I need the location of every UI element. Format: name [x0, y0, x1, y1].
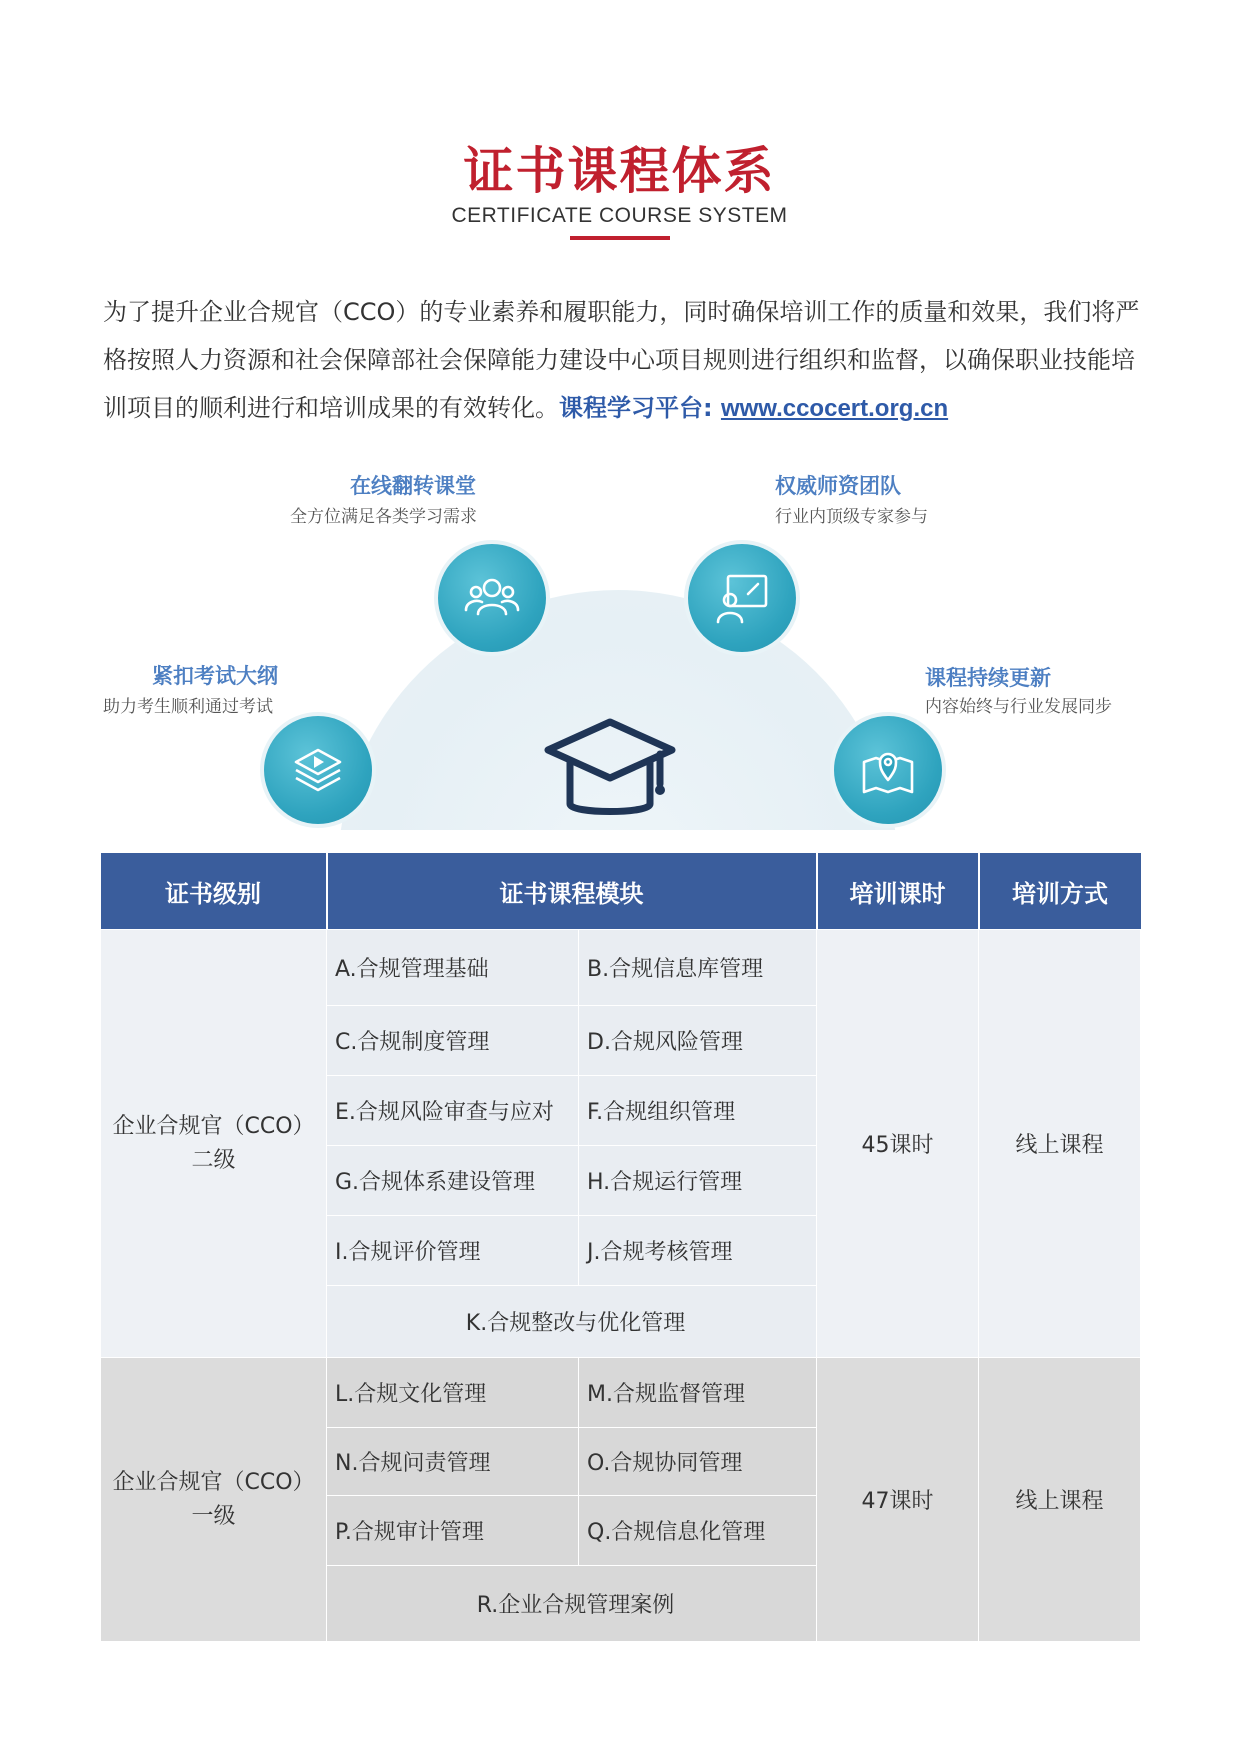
feature-circle-exam-outline: [264, 716, 372, 824]
module-cell: O.合规协同管理: [579, 1428, 817, 1496]
header-hours: 培训课时: [817, 853, 979, 930]
teacher-icon: [712, 568, 772, 628]
feature-circle-expert-team: [688, 544, 796, 652]
module-cell: E.合规风险审查与应对: [327, 1076, 579, 1146]
module-cell: F.合规组织管理: [579, 1076, 817, 1146]
video-book-icon: [288, 740, 348, 800]
intro-text: 为了提升企业合规官（CCO）的专业素养和履职能力，同时确保培训工作的质量和效果，我们将严格按照人力资源和社会保障部社会保障能力建设中心项目规则进行组织和监督，以确保职业技能培训项目的顺利进行和培训成果的有效转化。: [103, 298, 1140, 422]
level-1-group: [101, 1358, 1141, 1642]
page-title: 证书课程体系: [463, 142, 776, 200]
module-cell: Q.合规信息化管理: [579, 1496, 817, 1566]
feature-desc-course-update: 内容始终与行业发展同步: [925, 697, 1112, 717]
title-underline: [570, 236, 670, 240]
feature-circle-course-update: [834, 716, 942, 824]
table-header-row: [101, 853, 1141, 930]
level-2-group: [101, 930, 1141, 1358]
features-section: [0, 460, 1239, 840]
module-cell: G.合规体系建设管理: [327, 1146, 579, 1216]
header-modules: 证书课程模块: [327, 853, 817, 930]
module-cell: B.合规信息库管理: [579, 930, 817, 1006]
feature-desc-expert-team: 行业内顶级专家参与: [775, 507, 928, 527]
feature-desc-exam-outline: 助力考生顺利通过考试: [103, 697, 273, 717]
module-cell: C.合规制度管理: [327, 1006, 579, 1076]
module-cell: L.合规文化管理: [327, 1358, 579, 1428]
intro-paragraph: [103, 288, 1143, 433]
level-cell: 企业合规官（CCO） 一级: [101, 1358, 327, 1642]
module-cell-wide: R.企业合规管理案例: [327, 1566, 817, 1642]
people-icon: [462, 568, 522, 628]
mode-cell: 线上课程: [979, 1358, 1141, 1642]
module-cell: P.合规审计管理: [327, 1496, 579, 1566]
hours-cell: 47课时: [817, 1358, 979, 1642]
feature-desc-flipped-classroom: 全方位满足各类学习需求: [290, 507, 477, 527]
feature-title-expert-team: 权威师资团队: [775, 474, 901, 498]
module-cell: H.合规运行管理: [579, 1146, 817, 1216]
module-cell: I.合规评价管理: [327, 1216, 579, 1286]
feature-title-course-update: 课程持续更新: [925, 666, 1051, 690]
header-level: 证书级别: [101, 853, 327, 930]
page-subtitle: CERTIFICATE COURSE SYSTEM: [451, 204, 788, 227]
level-cell: 企业合规官（CCO） 二级: [101, 930, 327, 1358]
header-mode: 培训方式: [979, 853, 1141, 930]
module-cell: J.合规考核管理: [579, 1216, 817, 1286]
mode-cell: 线上课程: [979, 930, 1141, 1358]
module-cell-wide: K.合规整改与优化管理: [327, 1286, 817, 1358]
course-table: [100, 853, 1141, 1642]
graduation-cap-icon: [540, 710, 680, 830]
table-row: [101, 930, 1141, 1006]
platform-label: 课程学习平台:: [559, 394, 721, 422]
feature-title-flipped-classroom: 在线翻转课堂: [350, 474, 476, 498]
platform-link[interactable]: www.ccocert.org.cn: [720, 395, 949, 422]
module-cell: N.合规问责管理: [327, 1428, 579, 1496]
module-cell: M.合规监督管理: [579, 1358, 817, 1428]
feature-title-exam-outline: 紧扣考试大纲: [152, 664, 278, 688]
module-cell: A.合规管理基础: [327, 930, 579, 1006]
module-cell: D.合规风险管理: [579, 1006, 817, 1076]
table-row: [101, 1358, 1141, 1428]
map-pin-icon: [858, 740, 918, 800]
feature-circle-flipped-classroom: [438, 544, 546, 652]
page-header: [0, 140, 1239, 240]
hours-cell: 45课时: [817, 930, 979, 1358]
